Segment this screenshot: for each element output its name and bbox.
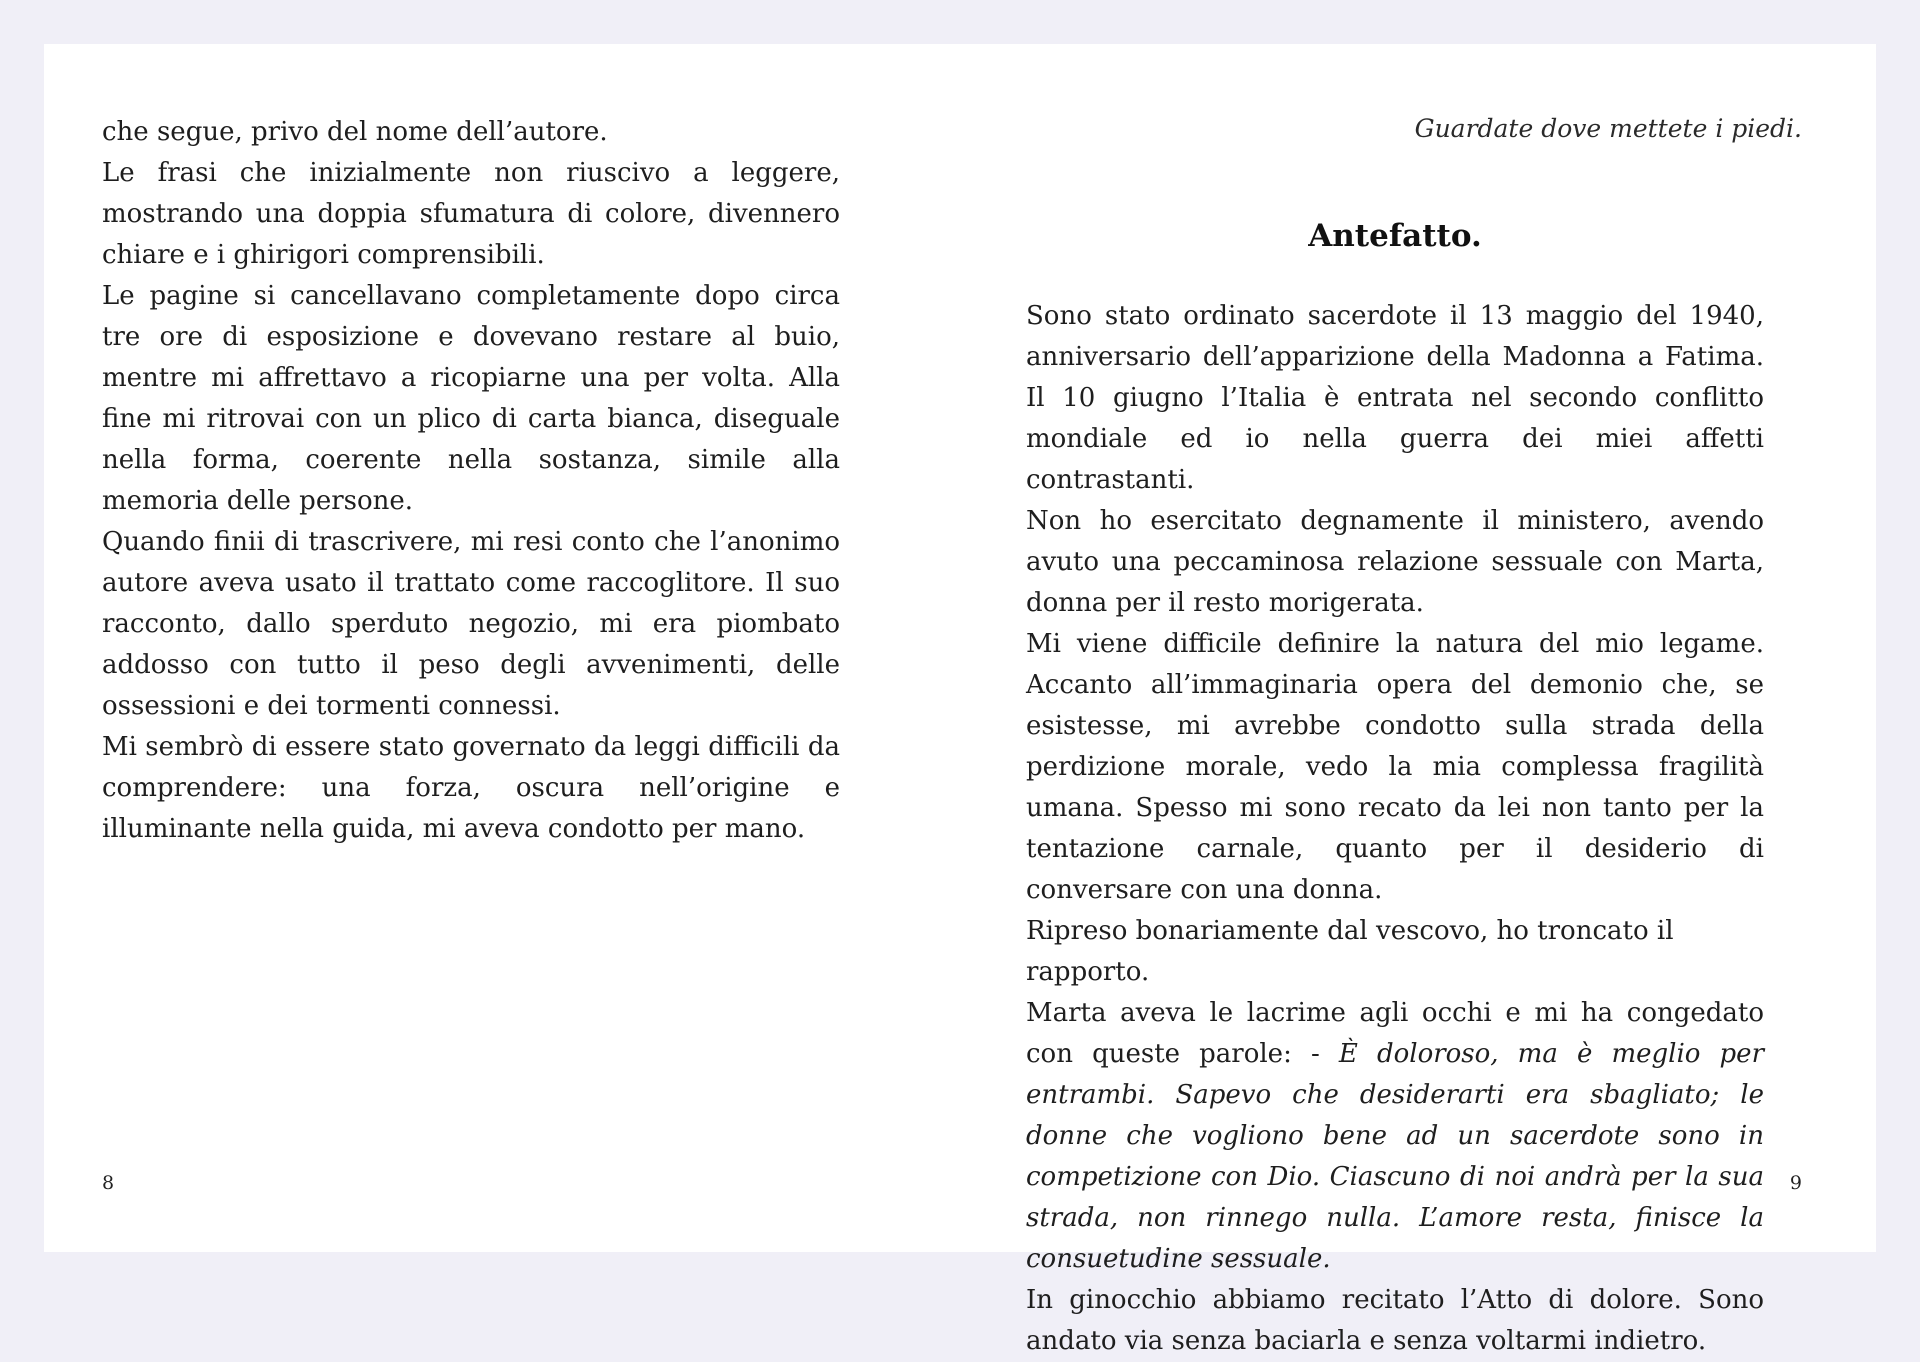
paragraph: Le pagine si cancellavano completamente dopo circa tre ore di esposizione e dovevano restare al buio, mentre mi affrettavo a ricopiarne una per volta. Alla fine mi ritrovai con un plico di carta bianca, diseguale nella forma, coerente nella sostanza, simile alla memoria delle persone. <box>102 281 840 516</box>
paragraph: Quando finii di trascrivere, mi resi conto che l’anonimo autore aveva usato il trattato come raccoglitore. Il suo racconto, dallo sperduto negozio, mi era piombato addosso con tutto il peso degli avvenimenti, delle ossessioni e dei tormenti connessi. <box>102 527 840 721</box>
paragraph: Sono stato ordinato sacerdote il 13 maggio del 1940, anniversario dell’apparizione della Madonna a Fatima. Il 10 giugno l’Italia è entrata nel secondo conflitto mondiale ed io nella guerra dei miei affetti contrastanti. <box>1026 301 1764 495</box>
chapter-title: Antefatto. <box>1308 218 1482 254</box>
running-head: Guardate dove mettete i piedi. <box>1414 114 1802 143</box>
quote-paragraph <box>1026 993 1764 1280</box>
paragraph: Mi viene difficile definire la natura del mio legame. Accanto all’immaginaria opera del demonio che, se esistesse, mi avrebbe condotto sulla strada della perdizione morale, vedo la mia complessa fragilità umana. Spesso mi sono recato da lei non tanto per la tentazione carnale, quanto per il desiderio di conversare con una donna. <box>1026 629 1764 905</box>
quote-lead: Marta aveva le lacrime agli occhi e mi ha congedato con queste parole: - <box>1026 998 1764 1069</box>
quote-text: È doloroso, ma è meglio per entrambi. Sapevo che desiderarti era sbagliato; le donne che vogliono bene ad un sacerdote sono in competizione con Dio. Ciascuno di noi andrà per la sua strada, non rinnego nulla. L’amore resta, finisce la consuetudine sessuale. <box>1026 1039 1764 1274</box>
left-page <box>44 44 960 1252</box>
paragraph: Le frasi che inizialmente non riuscivo a leggere, mostrando una doppia sfumatura di colore, divennero chiare e i ghirigori comprensibili. <box>102 158 840 270</box>
paragraph: In ginocchio abbiamo recitato l’Atto di dolore. Sono andato via senza baciarla e senza voltarmi indietro. <box>1026 1285 1764 1356</box>
right-page <box>960 44 1876 1356</box>
paragraph: Non ho esercitato degnamente il ministero, avendo avuto una peccaminosa relazione sessuale con Marta, donna per il resto morigerata. <box>1026 506 1764 618</box>
page-number: 9 <box>1789 1172 1802 1194</box>
paragraph: che segue, privo del nome dell’autore. <box>102 117 608 147</box>
paragraph: Ripreso bonariamente dal vescovo, ho troncato il rapporto. <box>1026 916 1674 987</box>
page-number: 8 <box>102 1172 115 1194</box>
right-page-body <box>1026 296 1764 1362</box>
left-page-body <box>102 112 840 850</box>
book-spread <box>44 44 1876 1356</box>
paragraph: Mi sembrò di essere stato governato da leggi difficili da comprendere: una forza, oscura nell’origine e illuminante nella guida, mi aveva condotto per mano. <box>102 732 840 844</box>
